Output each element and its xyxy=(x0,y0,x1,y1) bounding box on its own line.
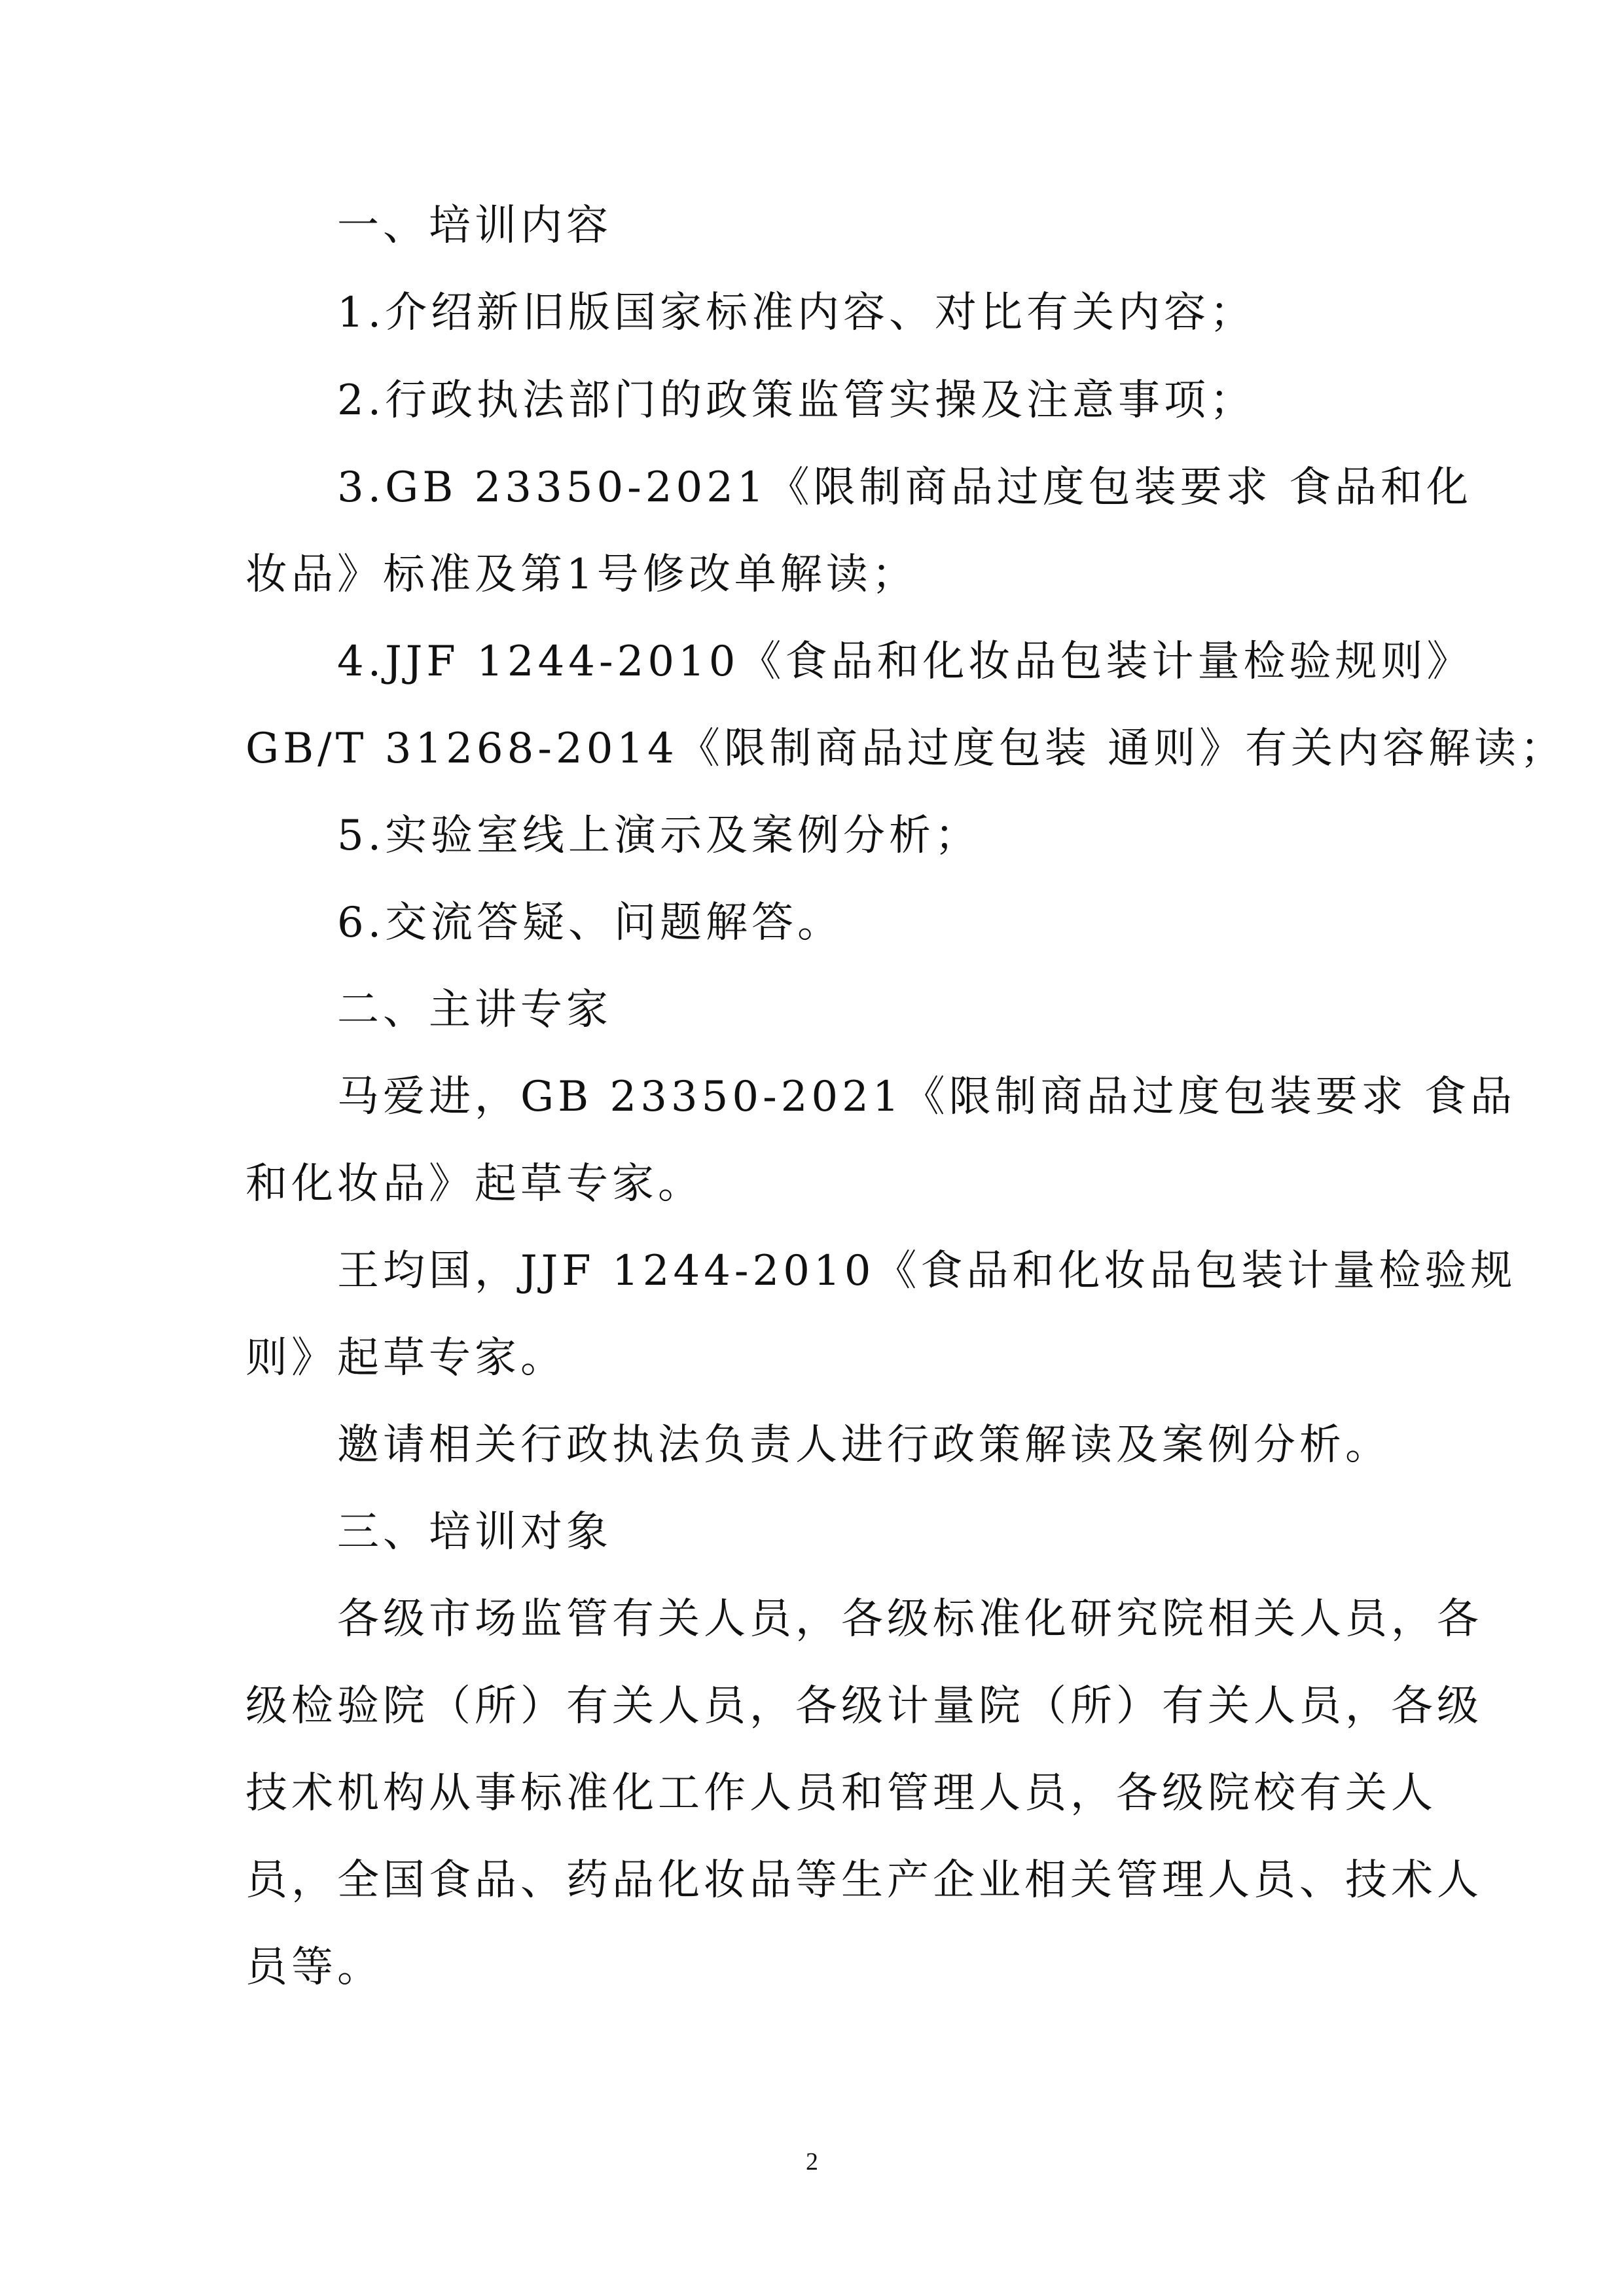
paragraph-line: 邀请相关行政执法负责人进行政策解读及案例分析。 xyxy=(337,1421,1391,1469)
paragraph-line: 员等。 xyxy=(245,1943,383,1992)
list-item-continuation: 妆品》标准及第1号修改单解读； xyxy=(245,550,918,599)
paragraph-line: 各级市场监管有关人员，各级标准化研究院相关人员，各 xyxy=(337,1595,1483,1643)
section-heading-speakers: 二、主讲专家 xyxy=(337,986,612,1034)
paragraph-line: 则》起草专家。 xyxy=(245,1334,566,1382)
list-item: 5.实验室线上演示及案例分析； xyxy=(337,812,981,860)
paragraph-line: 和化妆品》起草专家。 xyxy=(245,1160,704,1208)
page-number: 2 xyxy=(806,2148,818,2176)
section-heading-audience: 三、培训对象 xyxy=(337,1508,612,1556)
list-item: 2.行政执法部门的政策监管实操及注意事项； xyxy=(337,376,1256,425)
list-item: 4.JJF 1244-2010《食品和化妆品包装计量检验规则》 xyxy=(337,637,1473,686)
paragraph-line: 王均国，JJF 1244-2010《食品和化妆品包装计量检验规 xyxy=(337,1247,1517,1295)
paragraph-line: 技术机构从事标准化工作人员和管理人员，各级院校有关人 xyxy=(245,1769,1437,1818)
paragraph-line: 员，全国食品、药品化妆品等生产企业相关管理人员、技术人 xyxy=(245,1856,1483,1905)
paragraph-line: 马爱进，GB 23350-2021《限制商品过度包装要求 食品 xyxy=(337,1073,1516,1121)
list-item: 6.交流答疑、问题解答。 xyxy=(337,899,844,947)
list-item-continuation: GB/T 31268-2014《限制商品过度包装 通则》有关内容解读； xyxy=(245,725,1566,773)
paragraph-line: 级检验院（所）有关人员，各级计量院（所）有关人员，各级 xyxy=(245,1682,1483,1731)
list-item: 1.介绍新旧版国家标准内容、对比有关内容； xyxy=(337,289,1256,337)
list-item: 3.GB 23350-2021《限制商品过度包装要求 食品和化 xyxy=(337,463,1472,512)
section-heading-training-content: 一、培训内容 xyxy=(337,202,612,250)
